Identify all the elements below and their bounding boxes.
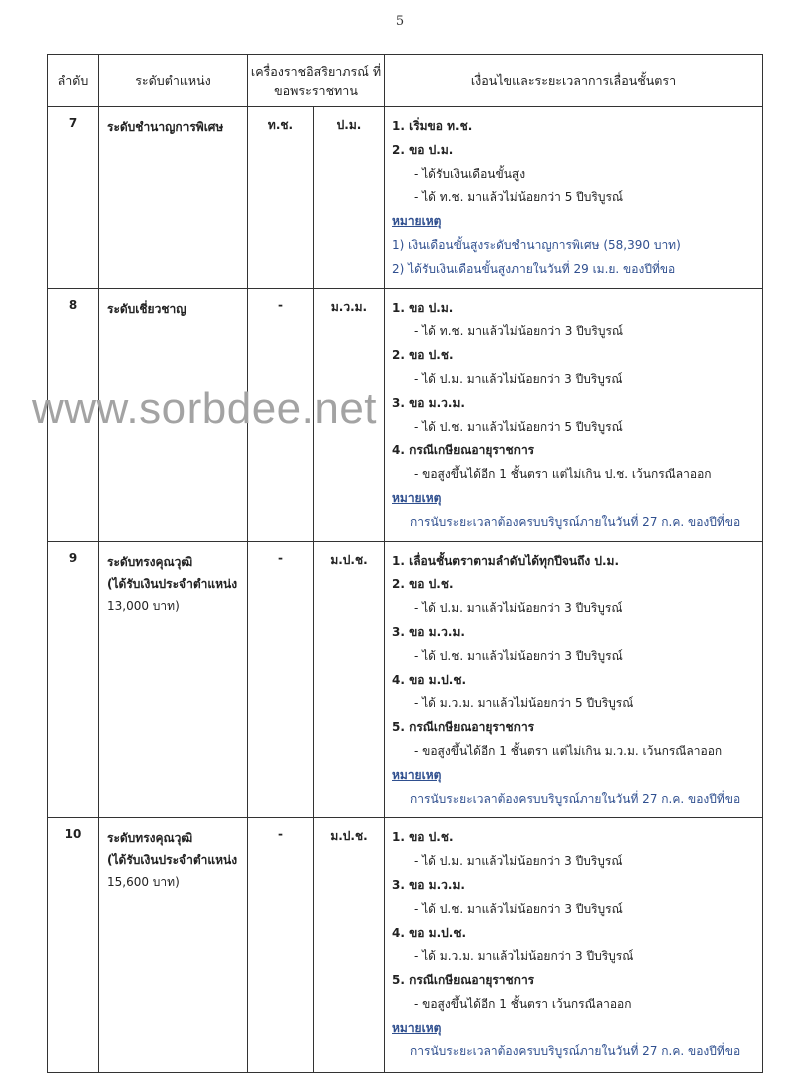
row-conditions <box>385 818 763 1073</box>
condition-item: 1. ขอ ป.ช. <box>392 830 454 845</box>
row-conditions <box>385 107 763 289</box>
page-number: 5 <box>395 14 405 29</box>
condition-item: 1. เริ่มขอ ท.ช. <box>392 119 473 133</box>
header-conditions: เงื่อนไขและระยะเวลาการเลื่อนชั้นตรา <box>385 55 763 107</box>
condition-detail: - ได้ ป.ม. มาแล้วไม่น้อยกว่า 3 ปีบริบูรณ์ <box>414 371 623 386</box>
remark-text: การนับระยะเวลาต้องครบบริบูรณ์ภายในวันที่ 27 ก.ค. ของปีที่ขอ <box>410 1044 741 1059</box>
condition-detail: - ได้ ป.ช. มาแล้วไม่น้อยกว่า 5 ปีบริบูรณ์ <box>414 419 623 434</box>
header-position-level: ระดับตำแหน่ง <box>99 55 248 107</box>
condition-detail: - ได้ ป.ม. มาแล้วไม่น้อยกว่า 3 ปีบริบูรณ์ <box>414 601 623 616</box>
condition-detail: - ได้ ป.ช. มาแล้วไม่น้อยกว่า 3 ปีบริบูรณ์ <box>414 648 623 663</box>
condition-item: 4. กรณีเกษียณอายุราชการ <box>392 443 535 458</box>
condition-item: 2. ขอ ป.ช. <box>392 577 454 592</box>
remark-text: 1) เงินเดือนขั้นสูงระดับชำนาญการพิเศษ (58,390 บาท) <box>392 237 681 252</box>
row-conditions <box>385 541 763 818</box>
watermark: www.sorbdee.net <box>32 384 378 433</box>
row-order: 8 <box>48 288 99 541</box>
position-line: ระดับเชี่ยวชาญ <box>107 301 187 316</box>
row-decoration-max: ม.ป.ช. <box>314 541 385 818</box>
remark-text: การนับระยะเวลาต้องครบบริบูรณ์ภายในวันที่ 27 ก.ค. ของปีที่ขอ <box>410 514 741 529</box>
table-row <box>48 818 763 1073</box>
condition-item: 3. ขอ ม.ว.ม. <box>392 624 465 639</box>
position-line: ระดับทรงคุณวุฒิ <box>107 554 193 569</box>
remark-heading: หมายเหตุ <box>392 214 442 229</box>
condition-detail: - ได้รับเงินเดือนขั้นสูง <box>414 166 526 181</box>
condition-detail: - ได้ ป.ช. มาแล้วไม่น้อยกว่า 3 ปีบริบูรณ์ <box>414 901 623 916</box>
condition-item: 3. ขอ ม.ว.ม. <box>392 877 465 892</box>
position-line: 13,000 บาท) <box>107 598 180 613</box>
condition-detail: - ได้ ท.ช. มาแล้วไม่น้อยกว่า 3 ปีบริบูรณ์ <box>414 324 624 339</box>
position-line: 15,600 บาท) <box>107 875 180 890</box>
row-order: 9 <box>48 541 99 818</box>
position-line: (ได้รับเงินประจำตำแหน่ง <box>107 576 238 591</box>
decoration-conditions-table <box>47 54 763 1073</box>
table-body <box>48 107 763 1073</box>
row-decoration-start: - <box>248 288 314 541</box>
header-decorations: เครื่องราชอิสริยาภรณ์ ที่ขอพระราชทาน <box>248 55 385 107</box>
table-row <box>48 107 763 289</box>
condition-item: 1. ขอ ป.ม. <box>392 300 454 315</box>
row-order: 7 <box>48 107 99 289</box>
condition-item: 5. กรณีเกษียณอายุราชการ <box>392 973 535 988</box>
condition-item: 4. ขอ ม.ป.ช. <box>392 672 467 687</box>
remark-heading: หมายเหตุ <box>392 490 442 505</box>
row-decoration-max: ม.ป.ช. <box>314 818 385 1073</box>
condition-item: 5. กรณีเกษียณอายุราชการ <box>392 720 535 735</box>
row-conditions <box>385 288 763 541</box>
condition-detail: - ขอสูงขึ้นได้อีก 1 ชั้นตรา เว้นกรณีลาออก <box>414 996 632 1011</box>
remark-text: 2) ได้รับเงินเดือนขั้นสูงภายในวันที่ 29 เม.ย. ของปีที่ขอ <box>392 261 676 276</box>
row-position-level <box>99 818 248 1073</box>
remark-text: การนับระยะเวลาต้องครบบริบูรณ์ภายในวันที่ 27 ก.ค. ของปีที่ขอ <box>410 791 741 806</box>
row-decoration-start: - <box>248 818 314 1073</box>
condition-item: 2. ขอ ป.ม. <box>392 142 454 157</box>
row-position-level <box>99 107 248 289</box>
condition-detail: - ได้ ม.ว.ม. มาแล้วไม่น้อยกว่า 3 ปีบริบูรณ์ <box>414 949 634 964</box>
condition-detail: - ได้ ม.ว.ม. มาแล้วไม่น้อยกว่า 5 ปีบริบูรณ์ <box>414 696 634 711</box>
row-decoration-start: - <box>248 541 314 818</box>
remark-heading: หมายเหตุ <box>392 767 442 782</box>
position-line: ระดับชำนาญการพิเศษ <box>107 120 224 134</box>
condition-item: 2. ขอ ป.ช. <box>392 348 454 363</box>
position-line: ระดับทรงคุณวุฒิ <box>107 831 193 846</box>
condition-detail: - ขอสูงขึ้นได้อีก 1 ชั้นตรา แต่ไม่เกิน ม.ว.ม. เว้นกรณีลาออก <box>414 743 723 758</box>
condition-item: 3. ขอ ม.ว.ม. <box>392 395 465 410</box>
table-row <box>48 541 763 818</box>
condition-item: 4. ขอ ม.ป.ช. <box>392 925 467 940</box>
header-order: ลำดับ <box>48 55 99 107</box>
row-decoration-start: ท.ช. <box>248 107 314 289</box>
condition-detail: - ได้ ป.ม. มาแล้วไม่น้อยกว่า 3 ปีบริบูรณ์ <box>414 854 623 869</box>
condition-detail: - ขอสูงขึ้นได้อีก 1 ชั้นตรา แต่ไม่เกิน ป.ช. เว้นกรณีลาออก <box>414 467 712 482</box>
position-line: (ได้รับเงินประจำตำแหน่ง <box>107 853 238 868</box>
row-decoration-max: ป.ม. <box>314 107 385 289</box>
condition-item: 1. เลื่อนชั้นตราตามลำดับได้ทุกปีจนถึง ป.ม. <box>392 553 620 568</box>
row-position-level <box>99 541 248 818</box>
row-order: 10 <box>48 818 99 1073</box>
row-decoration-max: ม.ว.ม. <box>314 288 385 541</box>
condition-detail: - ได้ ท.ช. มาแล้วไม่น้อยกว่า 5 ปีบริบูรณ์ <box>414 190 624 205</box>
table-header-row <box>48 55 763 107</box>
remark-heading: หมายเหตุ <box>392 1020 442 1035</box>
